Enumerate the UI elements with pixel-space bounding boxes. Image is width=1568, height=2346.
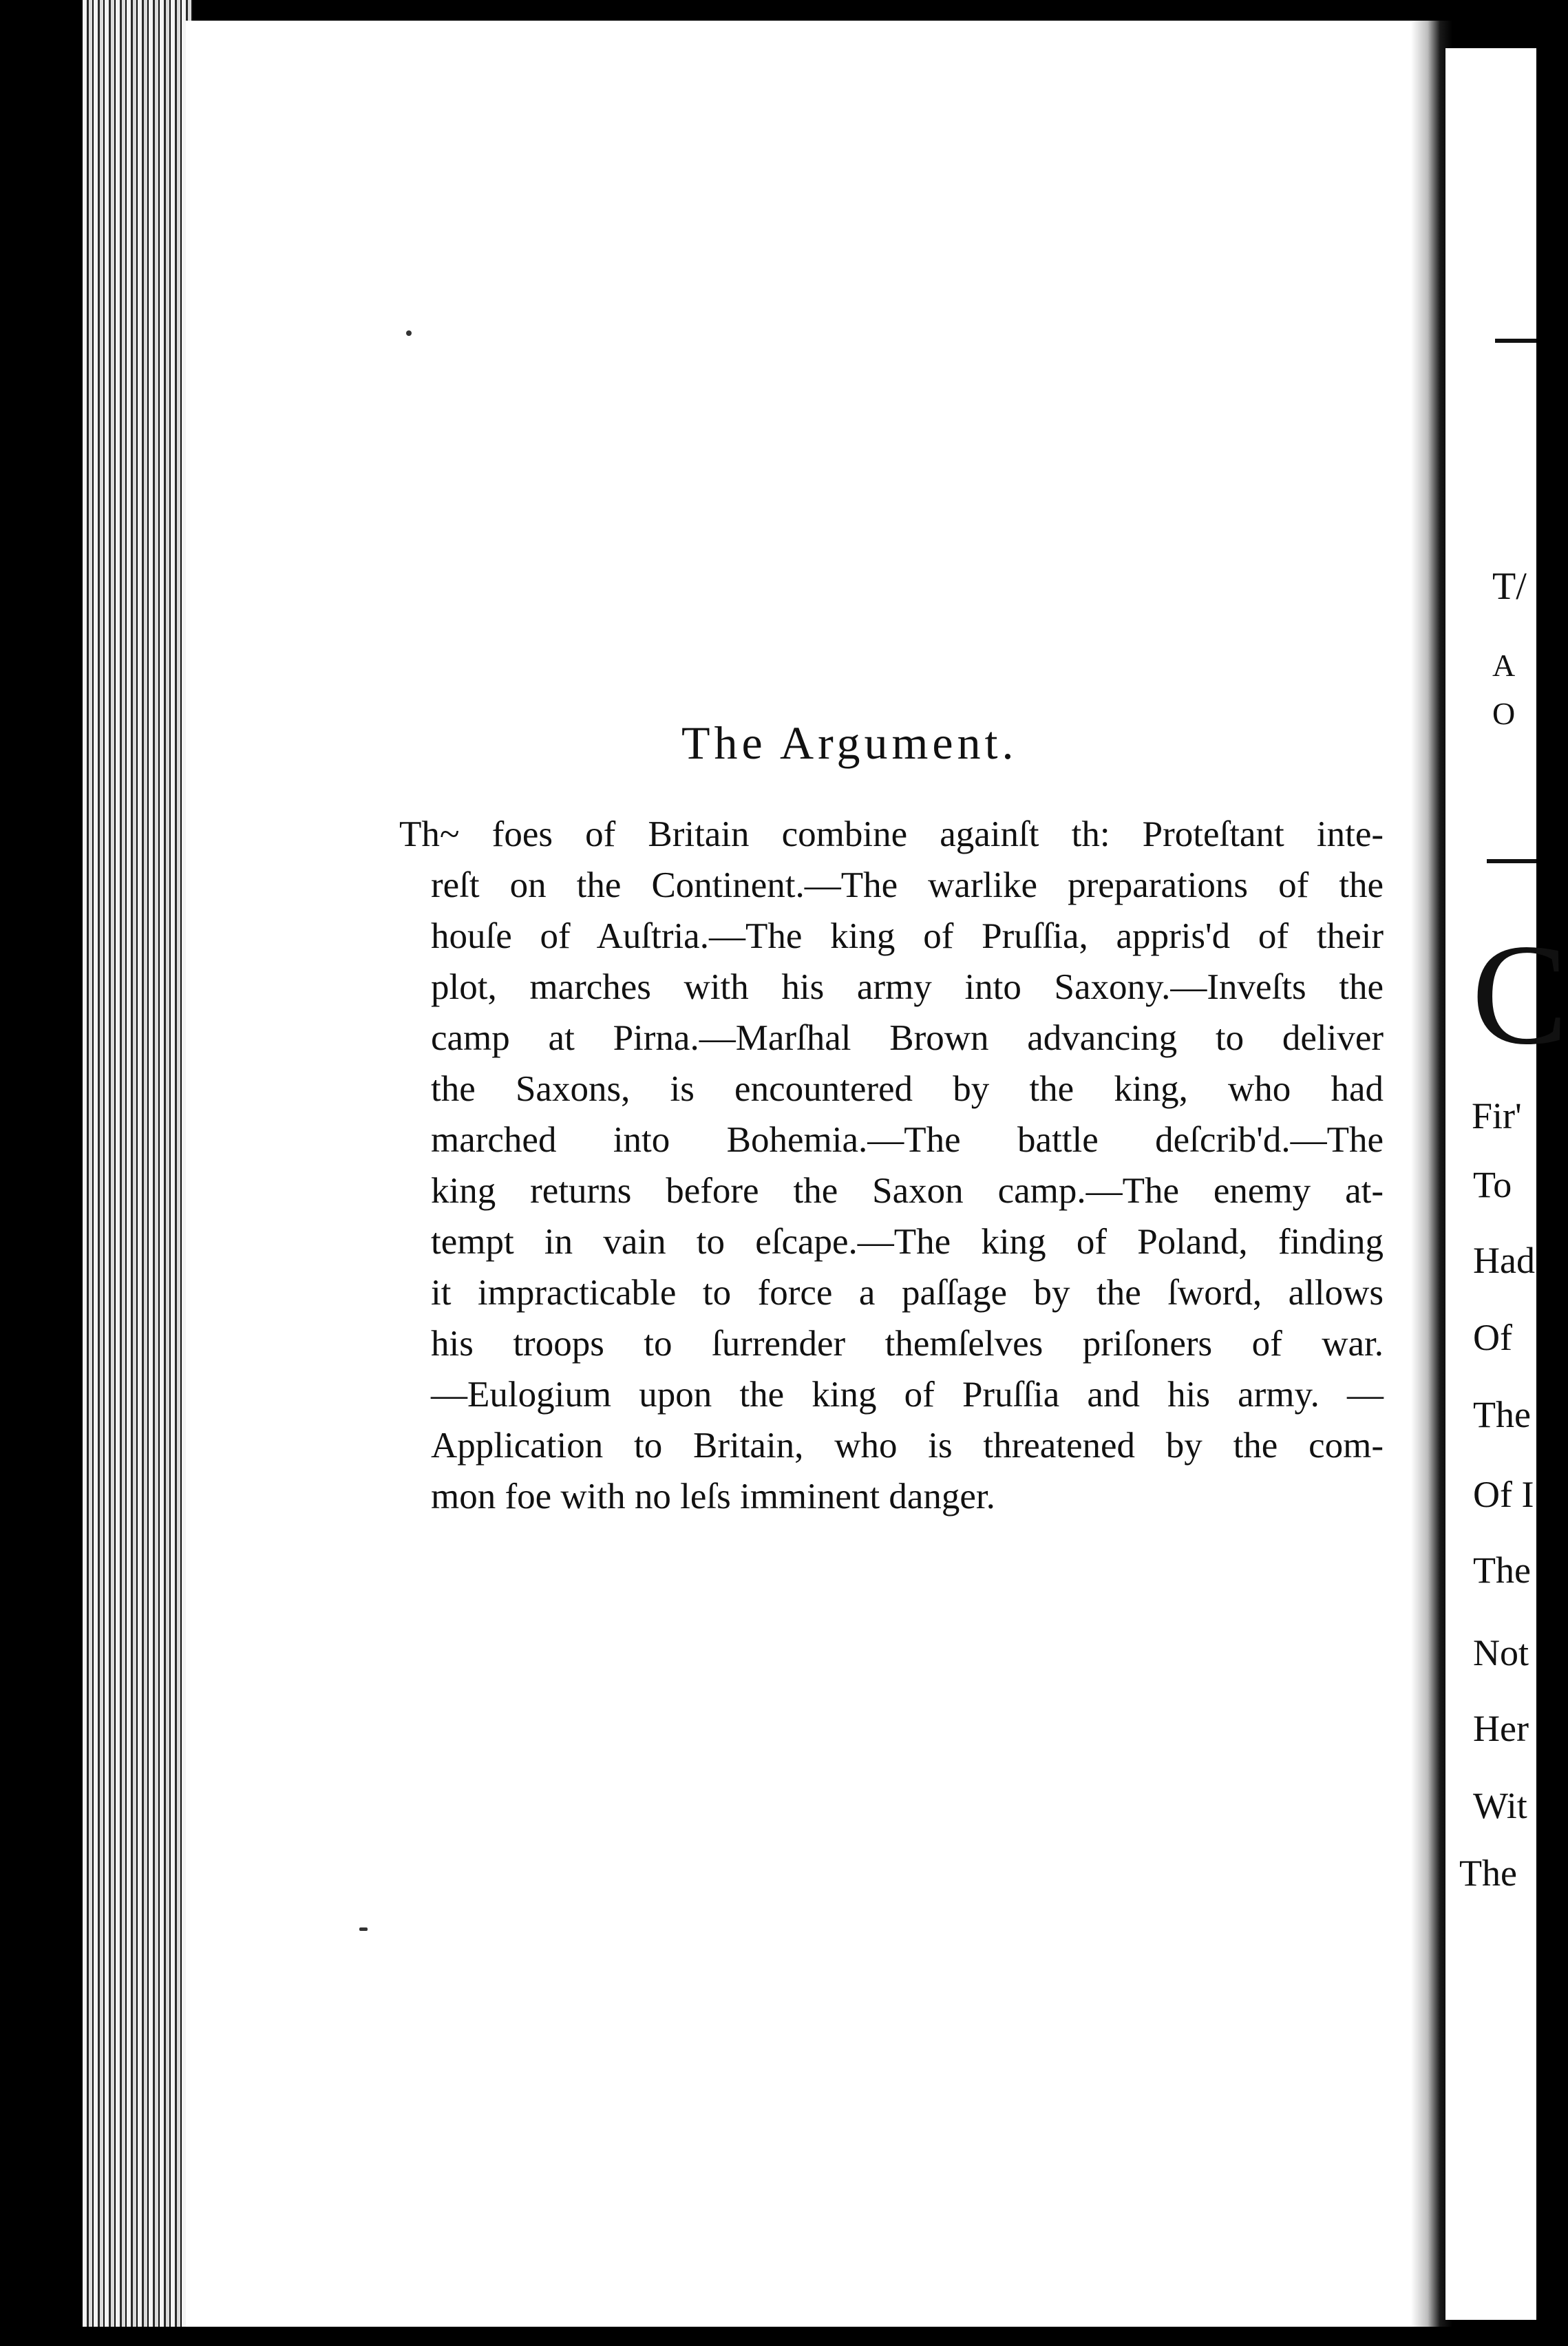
verse-line-start: The: [1473, 1550, 1531, 1591]
right-page-heading-fragment: T/: [1492, 565, 1527, 608]
drop-cap: C: [1472, 915, 1568, 1075]
verse-line-start: Her: [1473, 1708, 1529, 1749]
verse-line-start: The: [1473, 1394, 1531, 1435]
ink-speck: [406, 330, 412, 336]
verse-line-start: The: [1459, 1852, 1517, 1894]
verse-line-start: Fir': [1472, 1095, 1522, 1137]
argument-line: —Eulogium upon the king of Pruſſia and his army. —: [431, 1375, 1384, 1415]
right-page-line-fragment: A: [1492, 648, 1516, 683]
argument-line: king returns before the Saxon camp.—The enemy at-: [431, 1171, 1384, 1211]
argument-line: Th~ foes of Britain combine againſt th: Proteſtant inte-: [399, 814, 1384, 854]
argument-line: camp at Pirna.—Marſhal Brown advancing to deliver: [431, 1018, 1384, 1058]
verse-line-start: Of I: [1473, 1474, 1534, 1515]
argument-line: mon foe with no leſs imminent danger.: [431, 1477, 995, 1517]
argument-line: it impracticable to force a paſſage by the ſword, allows: [431, 1273, 1384, 1313]
argument-text: [399, 809, 1384, 1522]
verse-line-start: Had: [1473, 1240, 1535, 1281]
verse-line-start: Not: [1473, 1632, 1529, 1673]
verse-line-start: Of: [1473, 1317, 1512, 1358]
argument-title: The Argument.: [681, 717, 1018, 769]
ink-speck: [359, 1927, 368, 1931]
argument-line: plot, marches with his army into Saxony.—Inveſts the: [431, 967, 1384, 1007]
argument-line: Application to Britain, who is threatened by the com-: [431, 1426, 1384, 1466]
right-page-line-fragment: O: [1492, 696, 1516, 731]
argument-line: tempt in vain to eſcape.—The king of Poland, finding: [431, 1222, 1384, 1262]
argument-line: his troops to ſurrender themſelves priſoners of war.: [431, 1324, 1384, 1364]
verse-line-start: Wit: [1473, 1785, 1527, 1826]
argument-line: the Saxons, is encountered by the king, who had: [431, 1069, 1384, 1109]
argument-line: marched into Bohemia.—The battle deſcrib'd.—The: [431, 1120, 1384, 1160]
argument-line: houſe of Auſtria.—The king of Pruſſia, appris'd of their: [431, 916, 1384, 956]
verse-line-start: To: [1473, 1164, 1512, 1205]
right-page-rule: [1495, 339, 1536, 343]
argument-line: reſt on the Continent.—The warlike preparations of the: [431, 865, 1384, 905]
book-page-edges: [83, 0, 193, 2327]
right-page-rule: [1487, 859, 1536, 863]
